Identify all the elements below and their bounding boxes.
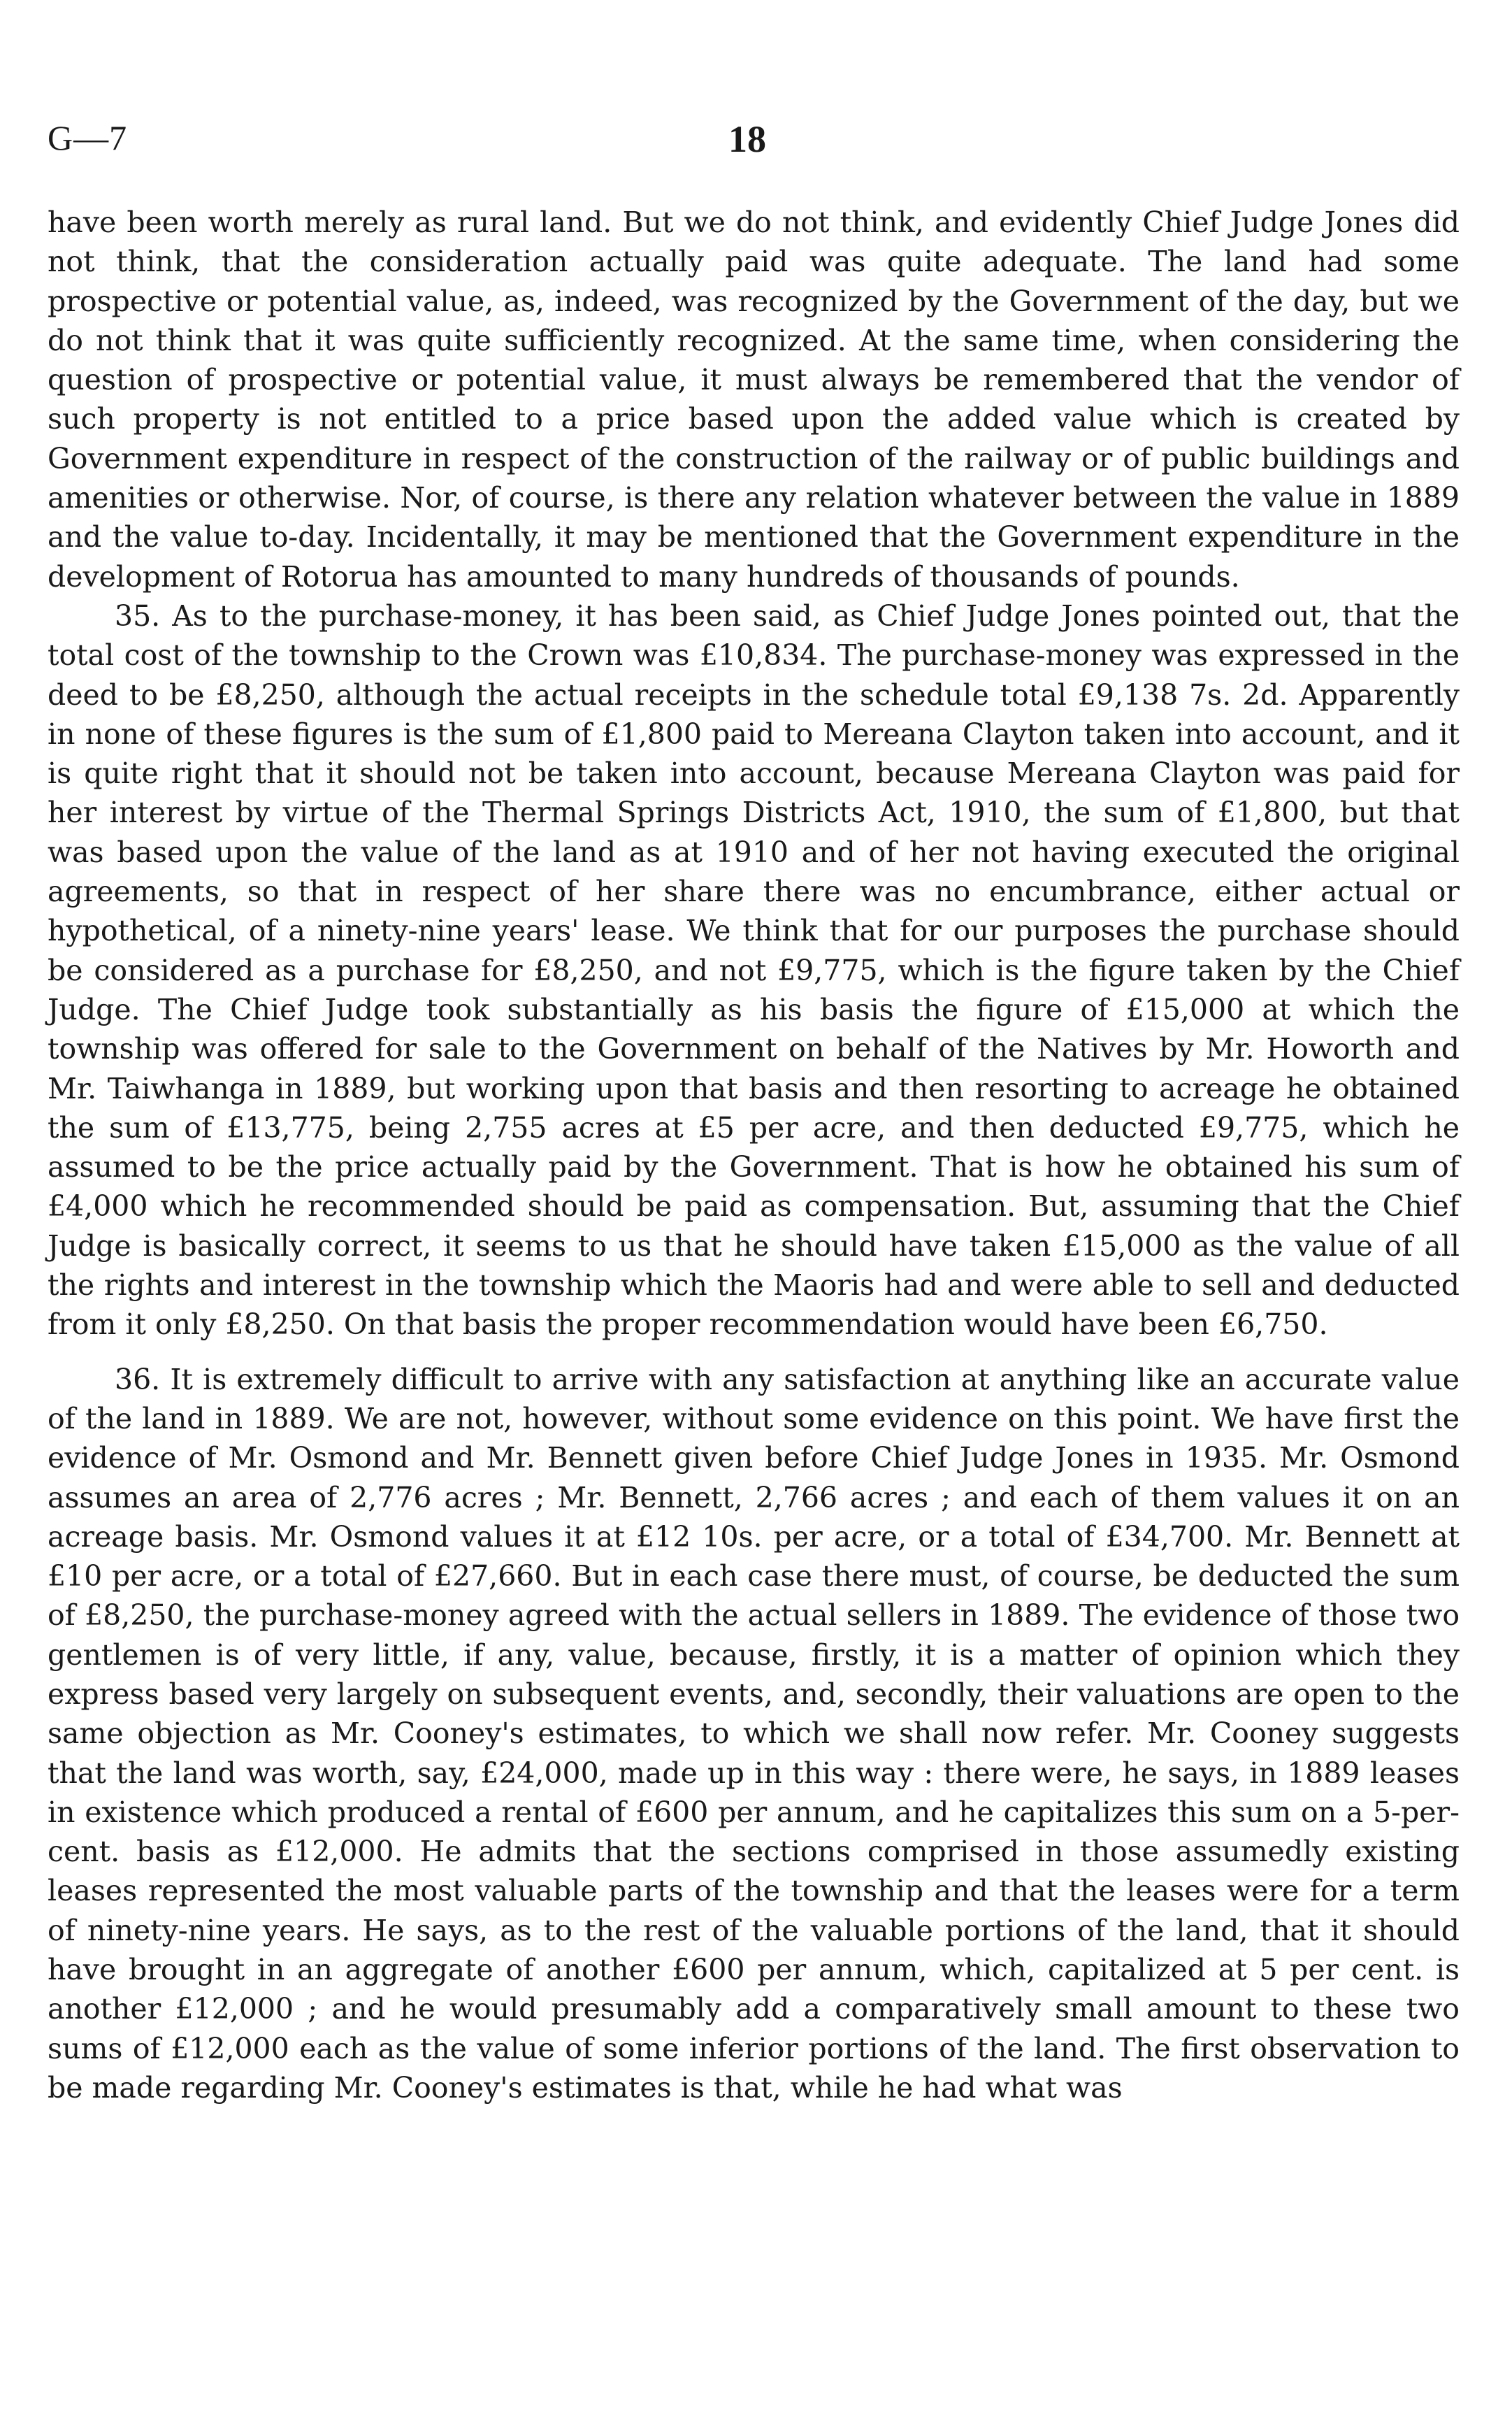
paragraph-continued: have been worth merely as rural land. But we do not think, and evidently Chief Judge Jones did not think, that the consideration actually paid was quite adequate. The land had some prospective or potential value, as, indeed, was recognized by the Government of the day, but we do not think that it was quite sufficiently recognized. At the same time, when considering the question of prospective or potential value, it must always be remembered that the vendor of such property is not entitled to a price based upon the added value which is created by Government expenditure in respect of the construction of the railway or of public buildings and amenities or otherwise. Nor, of course, is there any relation whatever between the value in 1889 and the value to-day. Incidentally, it may be mentioned that the Government expenditure in the development of Rotorua has amounted to many hundreds of thousands of pounds. xyxy=(48,206,1460,594)
document-reference: G—7 xyxy=(48,118,128,157)
page-header xyxy=(48,117,1460,166)
body-text xyxy=(48,203,1460,2107)
paragraph-36: 36. It is extremely difficult to arrive with any satisfaction at anything like an accurate value of the land in 1889. We are not, however, without some evidence on this point. We have first the evidence of Mr. Osmond and Mr. Bennett given before Chief Judge Jones in 1935. Mr. Osmond assumes an area of 2,776 acres ; Mr. Bennett, 2,766 acres ; and each of them values it on an acreage basis. Mr. Osmond values it at £12 10s. per acre, or a total of £34,700. Mr. Bennett at £10 per acre, or a total of £27,660. But in each case there must, of course, be deducted the sum of £8,250, the purchase-money agreed with the actual sellers in 1889. The evidence of those two gentlemen is of very little, if any, value, because, firstly, it is a matter of opinion which they express based very largely on subsequent events, and, secondly, their valuations are open to the same objection as Mr. Cooney's estimates, to which we shall now refer. Mr. Cooney suggests that the land was worth, say, £24,000, made up in this way : there were, he says, in 1889 leases in existence which produced a rental of £600 per annum, and he capitalizes this sum on a 5-per-cent. basis as £12,000. He admits that the sections comprised in those assumedly existing leases represented the most valuable parts of the township and that the leases were for a term of ninety-nine years. He says, as to the rest of the valuable portions of the land, that it should have brought in an aggregate of another £600 per annum, which, capitalized at 5 per cent. is another £12,000 ; and he would presumably add a comparatively small amount to these two sums of £12,000 each as the value of some inferior portions of the land. The first observation to be made regarding Mr. Cooney's estimates is that, while he had what was xyxy=(48,1362,1460,2105)
page-number: 18 xyxy=(728,118,766,160)
paragraph-35: 35. As to the purchase-money, it has been said, as Chief Judge Jones pointed out, that the total cost of the township to the Crown was £10,834. The purchase-money was expressed in the deed to be £8,250, although the actual receipts in the schedule total £9,138 7s. 2d. Apparently in none of these figures is the sum of £1,800 paid to Mereana Clayton taken into account, and it is quite right that it should not be taken into account, because Mereana Clayton was paid for her interest by virtue of the Thermal Springs Districts Act, 1910, the sum of £1,800, but that was based upon the value of the land as at 1910 and of her not having executed the original agreements, so that in respect of her share there was no encumbrance, either actual or hypothetical, of a ninety-nine years' lease. We think that for our purposes the purchase should be considered as a purchase for £8,250, and not £9,775, which is the figure taken by the Chief Judge. The Chief Judge took substantially as his basis the figure of £15,000 at which the township was offered for sale to the Government on behalf of the Natives by Mr. Howorth and Mr. Taiwhanga in 1889, but working upon that basis and then resorting to acreage he obtained the sum of £13,775, being 2,755 acres at £5 per acre, and then deducted £9,775, which he assumed to be the price actually paid by the Government. That is how he obtained his sum of £4,000 which he recommended should be paid as compensation. But, assuming that the Chief Judge is basically correct, it seems to us that he should have taken £15,000 as the value of all the rights and interest in the township which the Maoris had and were able to sell and deducted from it only £8,250. On that basis the proper recommendation would have been £6,750. xyxy=(48,599,1460,1342)
